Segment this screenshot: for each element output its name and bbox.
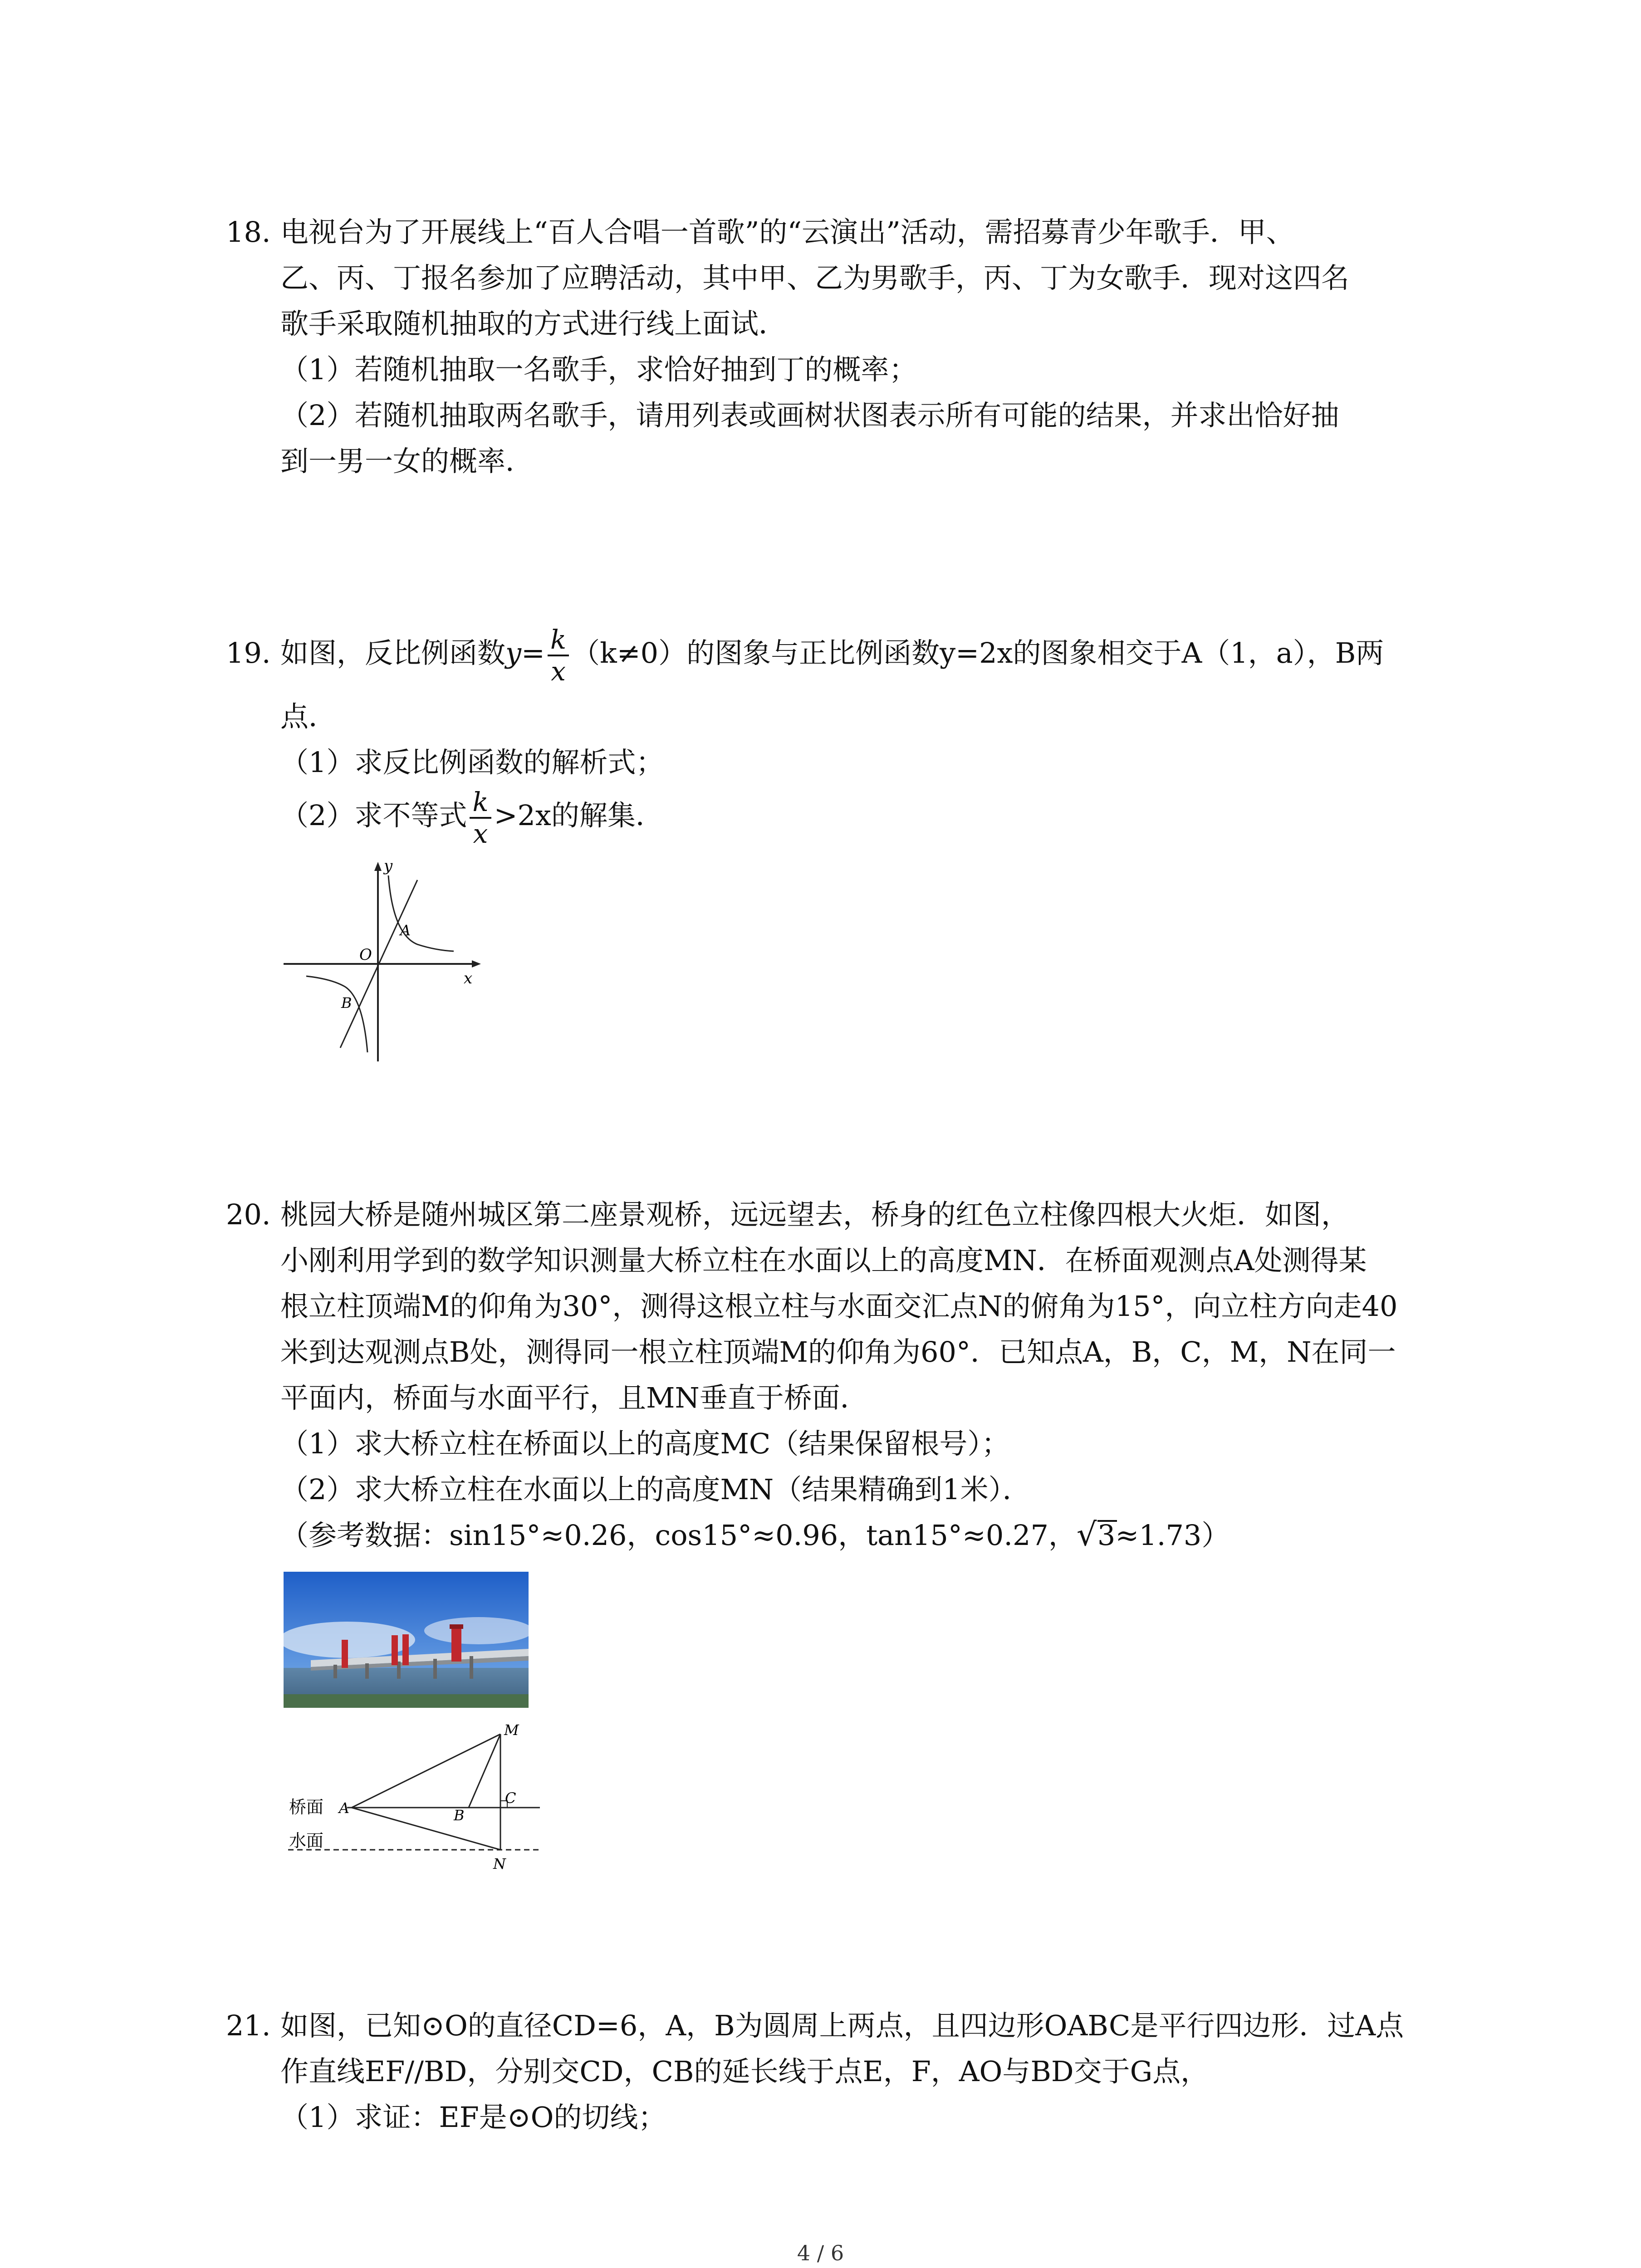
label-bridge-surface: 桥面: [289, 1797, 324, 1817]
question-text-line: 电视台为了开展线上“百人合唱一首歌”的“云演出”活动，需招募青少年歌手．甲、: [280, 215, 1294, 249]
sub-question-1: （1）若随机抽取一名歌手，求恰好抽到丁的概率；: [280, 353, 917, 386]
question-text-line: 根立柱顶端M的仰角为30°，测得这根立柱与水面交汇点N的俯角为15°，向立柱方向走40: [280, 1290, 1398, 1323]
sub-question-2: [280, 785, 664, 849]
label-b: B: [454, 1807, 465, 1824]
label-c: C: [505, 1789, 516, 1807]
question-text-line: 如图，已知⊙O的直径CD=6，A，B为圆周上两点，且四边形OABC是平行四边形．过A点: [280, 2009, 1404, 2042]
fraction: [470, 787, 491, 849]
text-segment: 如图，反比例函数: [280, 636, 506, 670]
sub-question-2: （2）求大桥立柱在水面以上的高度MN（结果精确到1米）．: [280, 1473, 1031, 1506]
sight-line-am: [352, 1734, 500, 1808]
question-number: 21.: [226, 2009, 271, 2042]
question-text-line: 平面内，桥面与水面平行，且MN垂直于桥面．: [280, 1381, 868, 1414]
label-m: M: [504, 1721, 519, 1739]
question-text-line: 桃园大桥是随州城区第二座景观桥，远远望去，桥身的红色立柱像四根大火炬．如图，: [280, 1198, 1350, 1231]
function-graph: [281, 857, 490, 1066]
text-segment: （参考数据：sin15°≈0.26，cos15°≈0.96，tan15°≈0.27，: [280, 1519, 1077, 1552]
label-n: N: [493, 1855, 506, 1872]
label-o: O: [359, 946, 372, 964]
fraction-numerator: k: [548, 625, 569, 656]
fraction-numerator: k: [470, 787, 491, 819]
text-segment: y=: [505, 636, 545, 670]
question-text-line: 到一男一女的概率．: [280, 445, 534, 478]
radicand: 3: [1097, 1519, 1116, 1552]
question-number: 19.: [226, 636, 271, 670]
sub-question-2: （2）若随机抽取两名歌手，请用列表或画树状图表示所有可能的结果，并求出恰好抽: [280, 399, 1339, 432]
sub-question-1: （1）求反比例函数的解析式；: [280, 746, 664, 779]
page-number: 4 / 6: [797, 2241, 844, 2265]
fraction-denominator: x: [473, 818, 488, 849]
question-number: 18.: [226, 215, 271, 249]
text-segment: （k≠0）的图象与正比例函数y=2x的图象相交于A（1，a），B两: [572, 636, 1384, 670]
sub-question-1: （1）求证：EF是⊙O的切线；: [280, 2101, 666, 2134]
sight-line-an: [352, 1808, 500, 1850]
question-number: 20.: [226, 1198, 271, 1231]
text-segment: （2）求不等式: [280, 799, 467, 832]
fraction: [548, 625, 569, 686]
square-root: [1077, 1517, 1115, 1554]
text-segment: >2x的解集．: [494, 799, 664, 832]
sight-line-bm: [469, 1734, 500, 1808]
question-text-line: 歌手采取随机抽取的方式进行线上面试．: [280, 307, 787, 340]
label-b: B: [341, 994, 352, 1012]
hyperbola-branch-2: [306, 976, 367, 1052]
sub-question-1: （1）求大桥立柱在桥面以上的高度MC（结果保留根号）；: [280, 1427, 1010, 1460]
label-x: x: [464, 969, 473, 987]
bridge-photo: [284, 1572, 529, 1708]
y-axis-arrow: [374, 862, 382, 871]
question-text-line: 点．: [280, 700, 337, 733]
reference-data: [280, 1517, 1230, 1554]
question-text-line: 乙、丙、丁报名参加了应聘活动，其中甲、乙为男歌手，丙、丁为女歌手．现对这四名: [280, 261, 1350, 294]
angle-diagram: [279, 1712, 551, 1876]
label-y: y: [384, 857, 393, 875]
hyperbola-branch-1: [388, 875, 454, 951]
x-axis-arrow: [472, 960, 481, 968]
label-water-surface: 水面: [289, 1831, 324, 1851]
question-text-line: [280, 622, 1384, 686]
text-segment: ≈1.73）: [1115, 1519, 1230, 1552]
question-text-line: 小刚利用学到的数学知识测量大桥立柱在水面以上的高度MN．在桥面观测点A处测得某: [280, 1244, 1367, 1277]
question-text-line: 米到达观测点B处，测得同一根立柱顶端M的仰角为60°．已知点A，B，C，M，N在同一: [280, 1335, 1396, 1369]
radical-sign-icon: √: [1076, 1516, 1097, 1553]
label-a: A: [339, 1799, 350, 1817]
label-a: A: [400, 922, 411, 939]
fraction-denominator: x: [551, 655, 566, 687]
question-text-line: 作直线EF//BD，分别交CD，CB的延长线于点E，F，AO与BD交于G点，: [280, 2055, 1209, 2088]
